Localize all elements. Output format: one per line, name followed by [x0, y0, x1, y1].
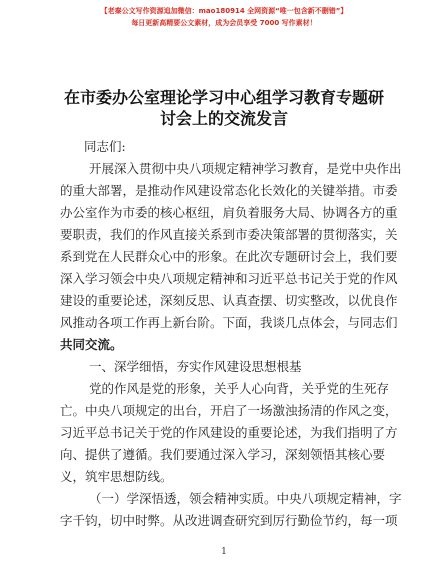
- body-line: 办公室作为市委的核心枢纽，肩负着服务大局、协调各方的重: [60, 205, 398, 220]
- salutation: 同志们:: [84, 139, 126, 154]
- body-line: 深入学习领会中央八项规定精神和习近平总书记关于党的作风: [60, 271, 398, 286]
- body-line: 向、提供了遵循。我们要通过深入学习，深刻领悟其核心要: [60, 447, 386, 462]
- promo-banner-line-2: 每日更新高精要公文素材，成为会员享受 7000 写作素材！: [131, 19, 317, 27]
- body-line: 亡。中央八项规定的出台，开启了一场激浊扬清的作风之变，: [60, 403, 398, 418]
- promo-banner-line-1: 【老秦公文写作资源追加微信：mao180914 全网资源“唯一包含新不删错”】: [100, 7, 348, 15]
- section-heading: 一、深学细悟，夯实作风建设思想根基: [89, 359, 302, 374]
- body-line: 党的作风是党的形象，关乎人心向背，关乎党的生死存: [89, 381, 390, 396]
- body-line: 义，筑牢思想防线。: [60, 469, 173, 484]
- body-line: 开展深入贯彻中央八项规定精神学习教育，是党中央作出: [89, 161, 402, 176]
- document-title-line-2: 讨会上的交流发言: [159, 109, 288, 128]
- page-number: 1: [221, 547, 227, 557]
- body-line: 的重大部署，是推动作风建设常态化长效化的关键举措。市委: [60, 183, 398, 198]
- body-line: 系到党在人民群众心中的形象。在此次专题研讨会上，我们要: [60, 249, 398, 264]
- subsection-heading: （一）学深悟透，领会精神实质。中央八项规定精神，字: [89, 491, 402, 506]
- body-line-bold: 共同交流。: [60, 337, 123, 352]
- body-line: 要职责，我们的作风直接关系到市委决策部署的贯彻落实，关: [60, 227, 398, 242]
- body-line: 风推动各项工作再上新台阶。下面，我谈几点体会，与同志们: [60, 315, 398, 330]
- body-line: 习近平总书记关于党的作风建设的重要论述，为我们指明了方: [60, 425, 398, 440]
- document-title-line-1: 在市委办公室理论学习中心组学习教育专题研: [63, 88, 384, 107]
- body-line: 建设的重要论述，深刻反思、认真查摆、切实整改，以优良作: [60, 293, 398, 308]
- body-line: 字千钧，切中时弊。从改进调查研究到厉行勤俭节约，每一项: [60, 513, 398, 528]
